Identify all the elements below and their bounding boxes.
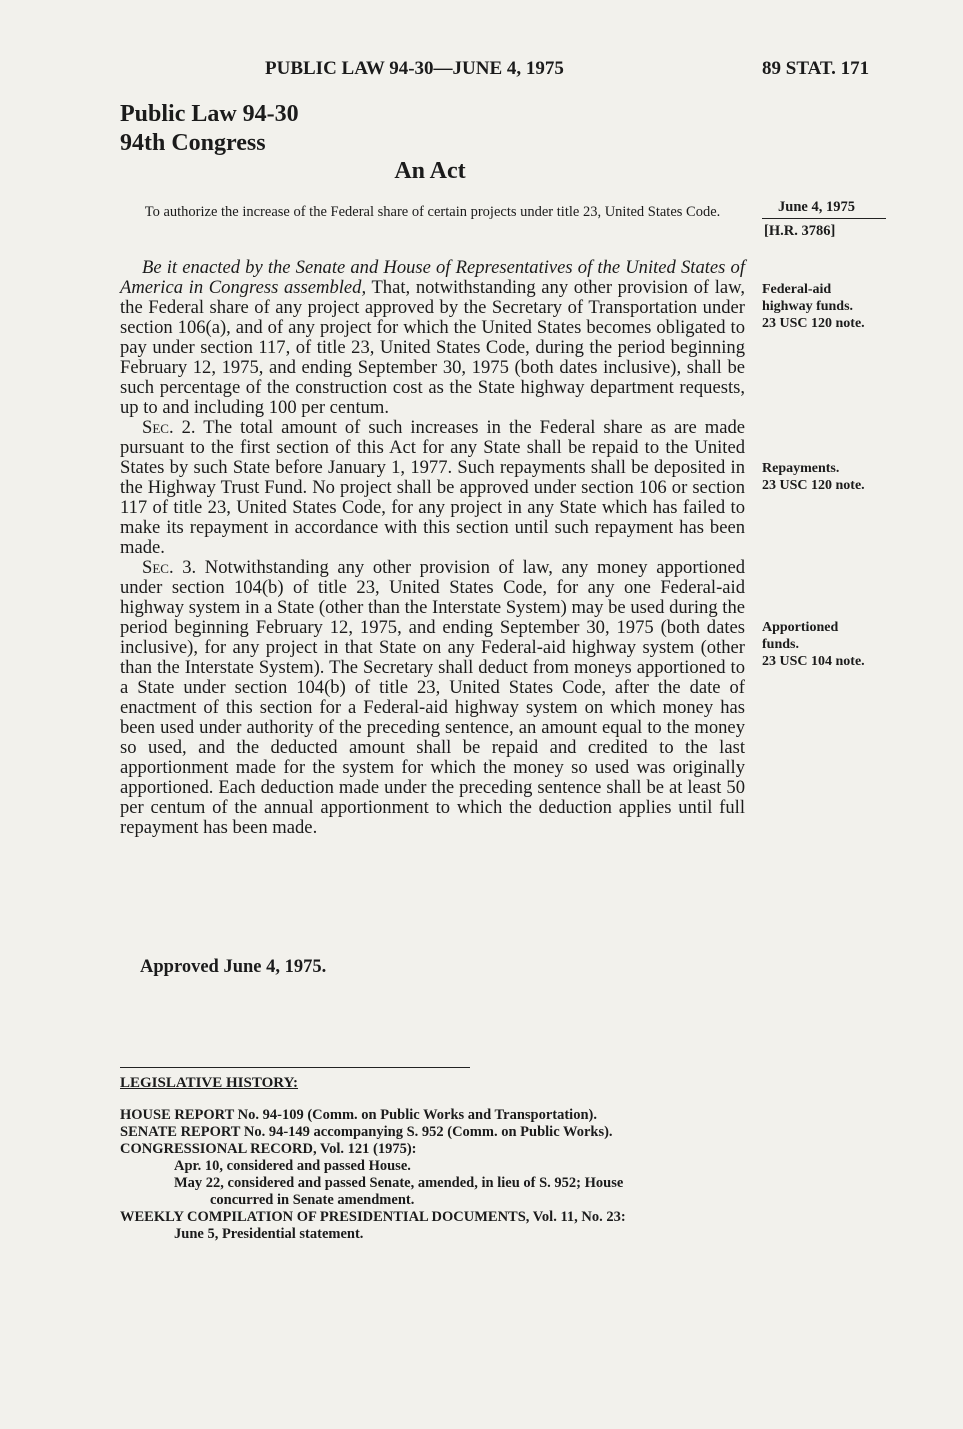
weekly-entry: June 5, Presidential statement. — [174, 1226, 364, 1242]
section-2-text: The total amount of such increases in the Federal share as are made pursuant to the first section of this Act for any State shall be repaid to the United States by such State before January 1, 1977. Such repayments shall be deposited in the Highway Trust Fund. No project shall be approved under section 106 or section 117 of title 23, United States Code, for any project in any State which has failed to make its repayment in accordance with this section until such repayment has been made. — [120, 417, 745, 558]
margin-date-block — [762, 199, 886, 240]
enacting-clause: Be it enacted by the Senate and House of Representatives of the United States of America in Congress assembled, — [120, 257, 745, 298]
divider-rule — [120, 1067, 470, 1068]
margin-note-line: funds. — [762, 637, 799, 652]
margin-note-line: Apportioned — [762, 620, 839, 635]
congress-number: 94th Congress — [120, 130, 266, 156]
public-law-number: Public Law 94-30 — [120, 101, 299, 127]
legislative-history — [120, 1075, 745, 1243]
record-entry-continued: concurred in Senate amendment. — [210, 1192, 415, 1208]
senate-report: SENATE REPORT No. 94-149 accompanying S. 952 (Comm. on Public Works). — [120, 1124, 613, 1140]
section-3-text: Notwithstanding any other provision of law, any money apportioned under section 104(b) of title 23, United States Code, for any one Federal-aid highway system in a State (other than the Interstate System) may be used during the period beginning February 12, 1975, and ending September 30, 1975 (both dates inclusive), for any project in that State on any Federal-aid highway system (other than the Interstate System). The Secretary shall deduct from moneys apportioned to a State under section 104(b) of title 23, United States Code, after the date of enactment of this section for a Federal-aid highway system on which money has been used under authority of the preceding sentence, an amount equal to the money so used, and the deducted amount shall be repaid and credited to the last apportionment made for the system for which the money so used was originally apportioned. Each deduction made under the preceding sentence shall be at least 50 per centum of the annual apportionment to which the deduction applies until full repayment has been made. — [120, 557, 745, 838]
section-1-text: That, notwithstanding any other provision of law, the Federal share of any project approved by the Secretary of Transportation under section 106(a), and of any project for which the United States becomes obligated to pay under section 117, of title 23, United States Code, during the period beginning February 12, 1975, and ending September 30, 1975 (both dates inclusive), shall be such percentage of the construction cost as the State highway department requests, up to and including 100 per centum. — [120, 277, 746, 418]
law-heading — [120, 100, 299, 158]
approval-line: Approved June 4, 1975. — [140, 957, 327, 977]
act-body — [120, 258, 745, 838]
house-report: HOUSE REPORT No. 94-109 (Comm. on Public Works and Transportation). — [120, 1107, 597, 1123]
margin-note-line: 23 USC 120 note. — [762, 478, 865, 493]
margin-note-line: 23 USC 104 note. — [762, 654, 865, 669]
margin-note-line: Repayments. — [762, 461, 840, 476]
act-title: An Act — [394, 158, 466, 184]
margin-note-repayments — [762, 460, 892, 494]
act-purpose: To authorize the increase of the Federal share of certain projects under title 23, United States Code. — [144, 204, 721, 220]
running-head — [0, 58, 963, 82]
record-entry: Apr. 10, considered and passed House. — [174, 1158, 411, 1174]
margin-note-line: 23 USC 120 note. — [762, 316, 865, 331]
margin-note-line: Federal-aid — [762, 282, 832, 297]
section-2 — [120, 418, 745, 558]
congressional-record: CONGRESSIONAL RECORD, Vol. 121 (1975): — [120, 1141, 417, 1157]
running-title: PUBLIC LAW 94-30—JUNE 4, 1975 — [265, 58, 564, 79]
stat-page-number: 89 STAT. 171 — [762, 58, 870, 79]
bill-number: [H.R. 3786] — [764, 223, 836, 239]
section-2-label: Sec. 2. — [142, 417, 196, 438]
weekly-compilation: WEEKLY COMPILATION OF PRESIDENTIAL DOCUMENTS, Vol. 11, No. 23: — [120, 1209, 626, 1225]
section-3 — [120, 558, 745, 838]
margin-note-federal-aid — [762, 281, 892, 332]
margin-note-line: highway funds. — [762, 299, 854, 314]
enactment-date: June 4, 1975 — [762, 199, 886, 219]
section-3-label: Sec. 3. — [142, 557, 197, 578]
margin-note-apportioned — [762, 619, 892, 670]
section-1 — [120, 258, 745, 418]
record-entry: May 22, considered and passed Senate, amended, in lieu of S. 952; House — [174, 1175, 624, 1191]
legislative-history-title: LEGISLATIVE HISTORY: — [120, 1075, 299, 1091]
